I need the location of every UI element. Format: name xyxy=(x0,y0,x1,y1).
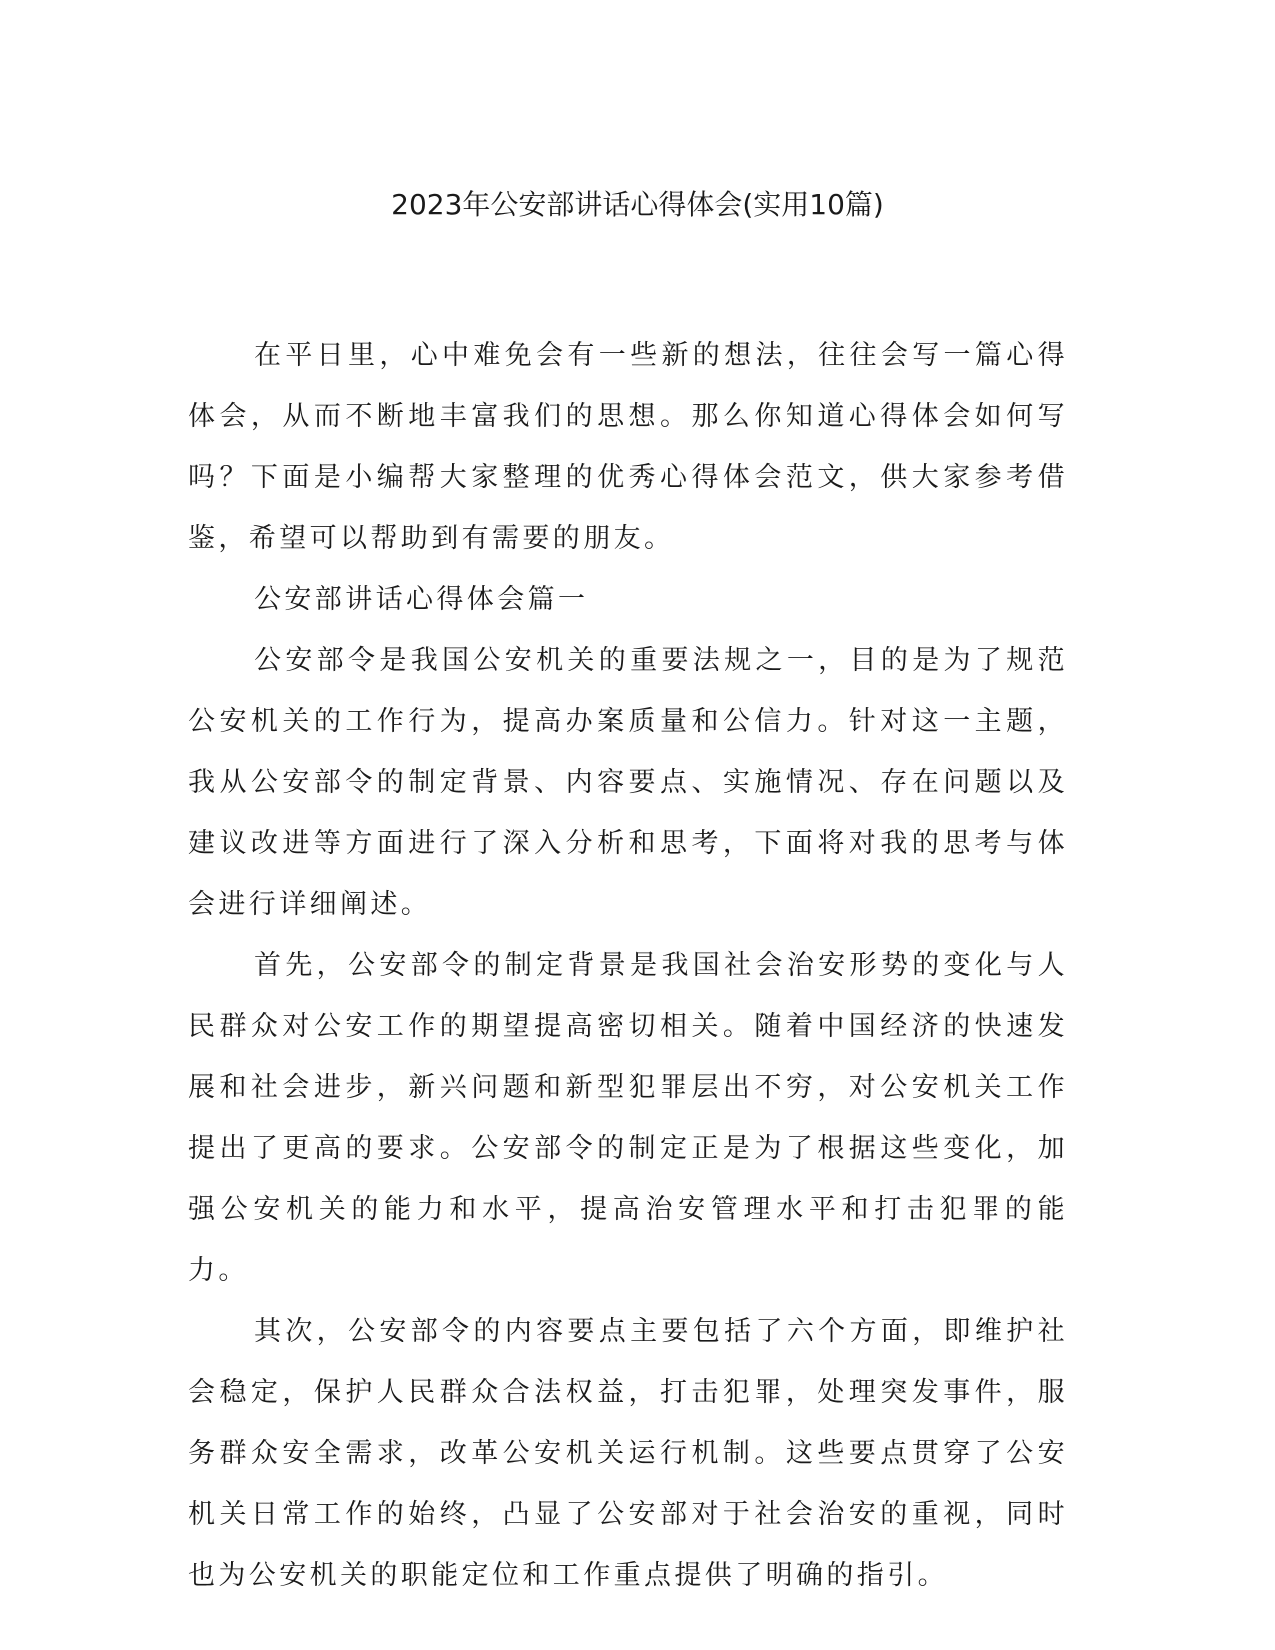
body-paragraph: 公安部令是我国公安机关的重要法规之一，目的是为了规范公安机关的工作行为，提高办案质量和公信力。针对这一主题，我从公安部令的制定背景、内容要点、实施情况、存在问题以及建议改进等方面进行了深入分析和思考，下面将对我的思考与体会进行详细阐述。 xyxy=(188,645,1068,920)
document-title: 2023年公安部讲话心得体会(实用10篇) xyxy=(391,188,884,221)
section-heading: 公安部讲话心得体会篇一 xyxy=(254,584,589,615)
intro-paragraph: 在平日里，心中难免会有一些新的想法，往往会写一篇心得体会，从而不断地丰富我们的思想。那么你知道心得体会如何写吗？下面是小编帮大家整理的优秀心得体会范文，供大家参考借鉴，希望可以帮助到有需要的朋友。 xyxy=(188,340,1068,554)
body-paragraph: 其次，公安部令的内容要点主要包括了六个方面，即维护社会稳定，保护人民群众合法权益，打击犯罪，处理突发事件，服务群众安全需求，改革公安机关运行机制。这些要点贯穿了公安机关日常工作的始终，凸显了公安部对于社会治安的重视，同时也为公安机关的职能定位和工作重点提供了明确的指引。 xyxy=(188,1316,1068,1591)
body-paragraph: 首先，公安部令的制定背景是我国社会治安形势的变化与人民群众对公安工作的期望提高密切相关。随着中国经济的快速发展和社会进步，新兴问题和新型犯罪层出不穷，对公安机关工作提出了更高的要求。公安部令的制定正是为了根据这些变化，加强公安机关的能力和水平，提高治安管理水平和打击犯罪的能力。 xyxy=(188,950,1068,1286)
document-body xyxy=(188,325,1068,1606)
